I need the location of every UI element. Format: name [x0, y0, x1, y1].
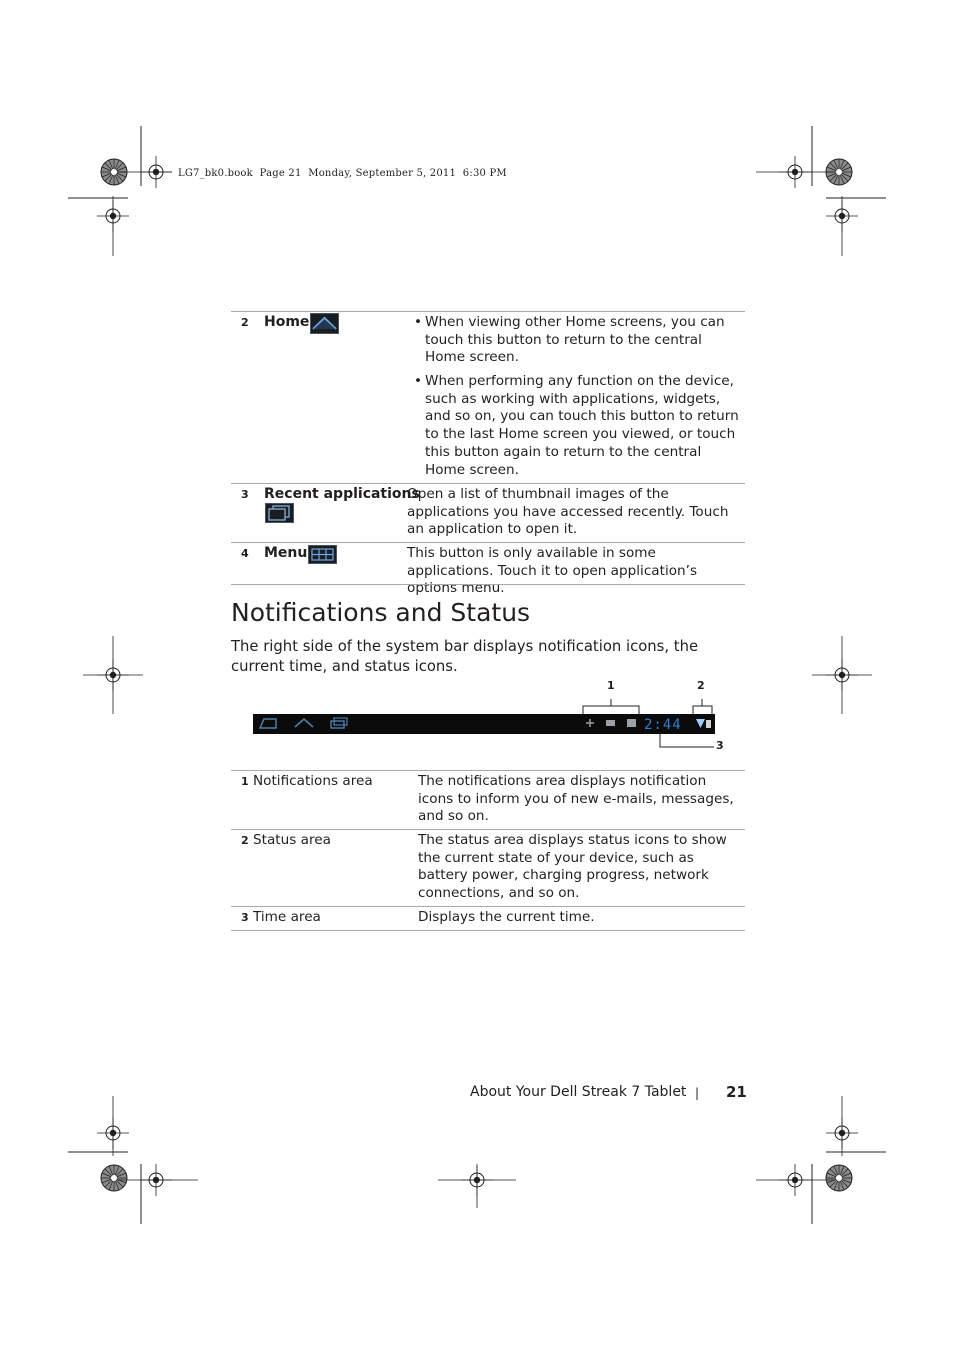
row-divider [231, 829, 745, 830]
row-divider [231, 906, 745, 907]
list-item: • When performing any function on the device, such as working with applications, widgets, and so on, you can touch this button to return to the last Home screen you viewed, or touch this button again to return to the central Home screen. [414, 373, 739, 478]
recent-applications-label: Recent applications [264, 486, 420, 502]
menu-icon [308, 545, 337, 564]
recent-apps-icon [265, 503, 294, 523]
callout-2: 2 [697, 679, 705, 692]
print-file-info: LG7_bk0.book Page 21 Monday, September 5, 2011 6:30 PM [178, 168, 507, 179]
row-number: 3 [241, 488, 249, 501]
battery-icon [706, 720, 711, 728]
list-item: • When viewing other Home screens, you can touch this button to return to the central Home screen. [414, 314, 725, 366]
section-title: Notifications and Status [231, 598, 531, 627]
system-bar-figure [250, 690, 730, 760]
notifications-area-description: The notifications area displays notification icons to inform you of new e-mails, messages, and so on. [418, 773, 734, 825]
menu-label: Menu [264, 545, 308, 561]
row-number: 2 [241, 316, 249, 329]
section-intro: The right side of the system bar displays notification icons, the current time, and status icons. [231, 638, 699, 675]
callout-1: 1 [607, 679, 615, 692]
time-area-label: 3 Time area [241, 909, 321, 925]
home-label: Home [264, 314, 310, 330]
footer-title: About Your Dell Streak 7 Tablet [470, 1084, 687, 1100]
footer-separator: | [695, 1086, 700, 1100]
row-divider [231, 542, 745, 543]
status-area-label: 2 Status area [241, 832, 331, 848]
notifications-area-label: 1 Notifications area [241, 773, 373, 789]
table-top-rule [231, 311, 745, 312]
status-area-description: The status area displays status icons to show the current state of your device, such as battery power, charging progress, network connections, and so on. [418, 832, 727, 902]
areas-table-bottom-rule [231, 930, 745, 931]
time-area-description: Displays the current time. [418, 909, 595, 925]
row-number: 4 [241, 547, 249, 560]
recent-applications-description: Open a list of thumbnail images of the applications you have accessed recently. Touch an application to open it. [407, 486, 729, 538]
clock-time: 2:44 [644, 717, 682, 733]
callout-3: 3 [716, 739, 724, 752]
areas-table-top-rule [231, 770, 745, 771]
menu-description: This button is only available in some applications. Touch it to open application’s options menu. [407, 545, 698, 597]
page-number: 21 [726, 1083, 747, 1101]
row-divider [231, 483, 745, 484]
table-bottom-rule [231, 584, 745, 585]
home-icon [310, 313, 339, 334]
